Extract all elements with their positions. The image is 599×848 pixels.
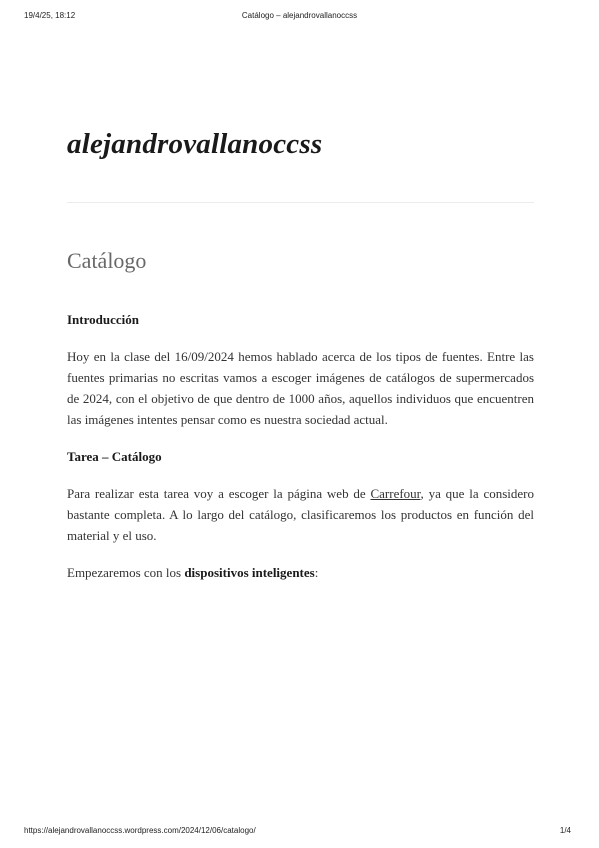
task-paragraph-text-end: , ya que la considero bastante completa. A lo largo del catálogo, clasificaremos los productos en función del material y el uso. xyxy=(67,486,534,543)
print-footer xyxy=(0,825,599,837)
task-paragraph-text-start: Para realizar esta tarea voy a escoger la página web de xyxy=(67,486,371,501)
print-document-title: Catálogo – alejandrovallanoccss xyxy=(241,11,358,20)
page-content xyxy=(67,124,534,583)
print-page-number: 1/4 xyxy=(559,826,571,835)
print-url: https://alejandrovallanoccss.wordpress.com/2024/12/06/catalogo/ xyxy=(24,826,256,835)
print-datetime: 19/4/25, 18:12 xyxy=(24,11,76,20)
print-header xyxy=(0,10,599,22)
carrefour-link[interactable]: Carrefour xyxy=(370,486,421,501)
devices-paragraph-text-start: Empezaremos con los xyxy=(67,565,185,580)
post-title: Catálogo xyxy=(67,248,147,273)
devices-paragraph-text-end: : xyxy=(314,565,319,580)
devices-paragraph xyxy=(67,562,534,583)
site-title[interactable]: alejandrovallanoccss xyxy=(67,128,323,160)
intro-heading: Introducción xyxy=(67,312,139,327)
task-paragraph xyxy=(67,483,534,546)
task-heading: Tarea – Catálogo xyxy=(67,449,162,464)
intro-paragraph: Hoy en la clase del 16/09/2024 hemos hablado acerca de los tipos de fuentes. Entre las fuentes primarias no escritas vamos a escoger imágenes de catálogos de supermercados de 2024, con el objetivo de que dentro de 1000 años, aquellos individuos que encuentren las imágenes intentes pensar como es nuestra sociedad actual. xyxy=(67,349,534,427)
header-divider xyxy=(67,202,534,203)
devices-bold-text: dispositivos inteligentes xyxy=(184,565,315,580)
